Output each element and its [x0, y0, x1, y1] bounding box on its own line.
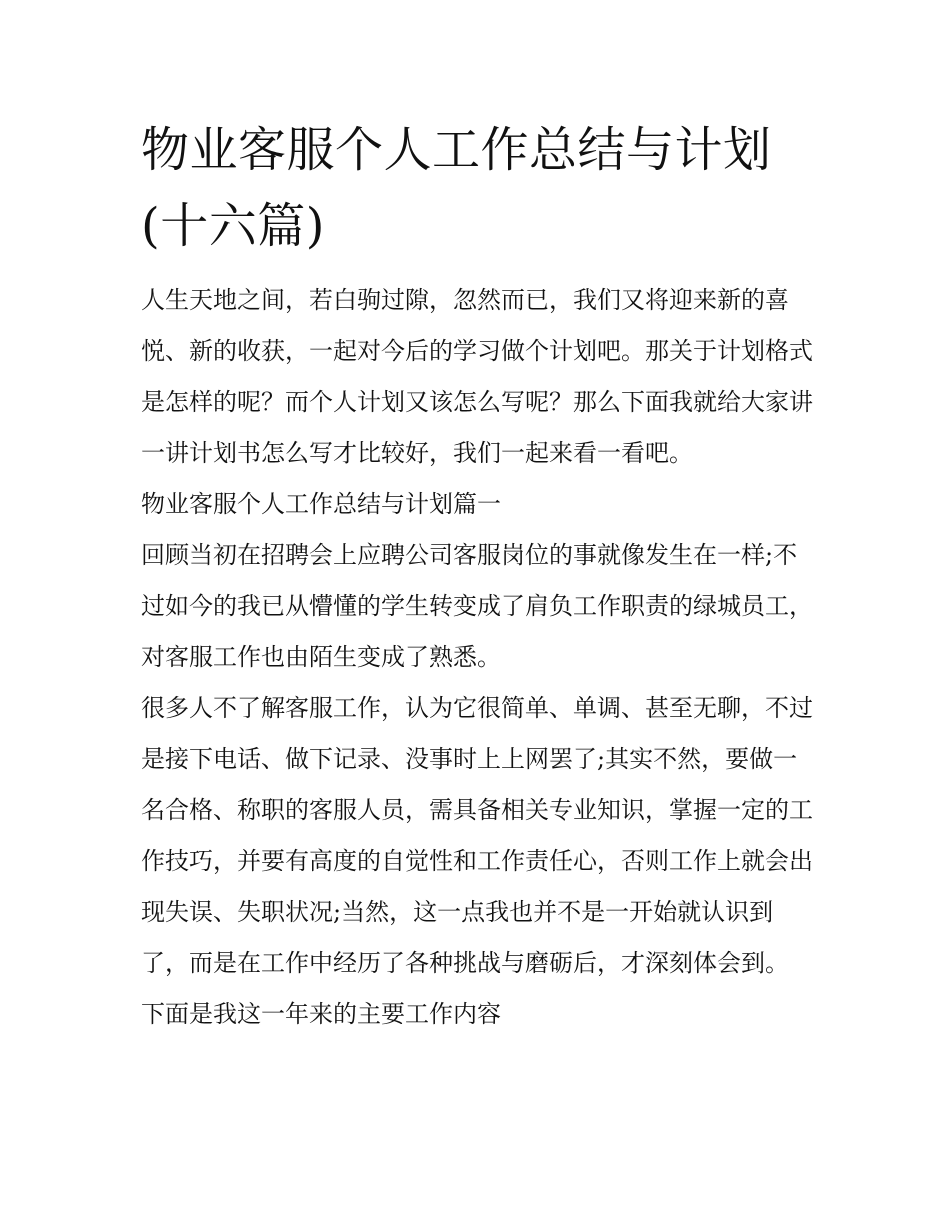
document-body [141, 112, 813, 1040]
body-paragraph: 回顾当初在招聘会上应聘公司客服岗位的事就像发生在一样;不过如今的我已从懵懂的学生转变成了肩负工作职责的绿城员工，对客服工作也由陌生变成了熟悉。 [141, 541, 813, 671]
document-title: 物业客服个人工作总结与计划(十六篇) [141, 122, 772, 254]
body-paragraph: 下面是我这一年来的主要工作内容 [141, 1000, 501, 1028]
body-paragraph: 很多人不了解客服工作，认为它很简单、单调、甚至无聊，不过是接下电话、做下记录、没事时上上网罢了;其实不然，要做一名合格、称职的客服人员，需具备相关专业知识，掌握一定的工作技巧，并要有高度的自觉性和工作责任心，否则工作上就会出现失误、失职状况;当然，这一点我也并不是一开始就认识到了，而是在工作中经历了各种挑战与磨砺后，才深刻体会到。 [141, 694, 813, 977]
intro-paragraph: 人生天地之间，若白驹过隙，忽然而已，我们又将迎来新的喜悦、新的收获，一起对今后的学习做个计划吧。那关于计划格式是怎样的呢？而个人计划又该怎么写呢？那么下面我就给大家讲一讲计划书怎么写才比较好，我们一起来看一看吧。 [141, 286, 813, 467]
section-heading: 物业客服个人工作总结与计划篇一 [141, 490, 501, 518]
